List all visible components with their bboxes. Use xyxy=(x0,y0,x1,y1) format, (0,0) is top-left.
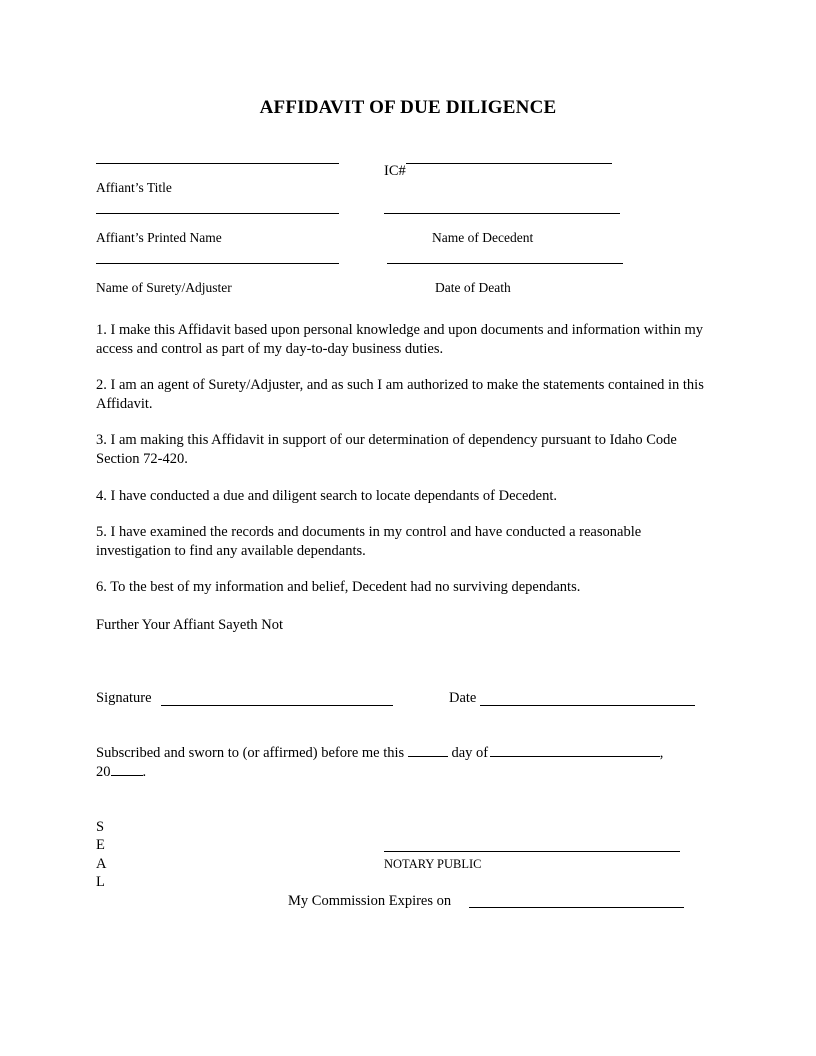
sworn-month-blank[interactable] xyxy=(490,744,660,757)
signature-date-line[interactable] xyxy=(480,705,695,706)
signature-label: Signature xyxy=(96,690,152,706)
paragraph-3: 3. I am making this Affidavit in support of our determination of dependency pursuant to Idaho Code Section 72-420. xyxy=(96,432,677,467)
affiant-printed-name-label: Affiant’s Printed Name xyxy=(96,230,222,245)
affiant-printed-name-line[interactable] xyxy=(96,213,339,214)
signature-line[interactable] xyxy=(161,705,393,706)
sworn-year-blank[interactable] xyxy=(111,763,143,776)
seal-letter-s: S xyxy=(96,819,105,835)
decedent-name-label: Name of Decedent xyxy=(432,230,534,245)
affiant-title-label: Affiant’s Title xyxy=(96,180,172,195)
ic-label: IC# xyxy=(384,163,406,179)
notary-public-label: NOTARY PUBLIC xyxy=(384,857,482,871)
sworn-statement xyxy=(96,744,663,763)
commission-expires-label: My Commission Expires on xyxy=(288,893,452,909)
seal-letter-l: L xyxy=(96,874,105,890)
sworn-comma: , xyxy=(659,745,664,761)
paragraph-5: 5. I have examined the records and documents in my control and have conducted a reasonable investigation to find any available dependants. xyxy=(96,524,642,559)
paragraph-4: 4. I have conducted a due and diligent search to locate dependants of Decedent. xyxy=(96,488,557,504)
sworn-year xyxy=(96,763,146,782)
closing-statement: Further Your Affiant Sayeth Not xyxy=(96,617,284,633)
paragraph-6: 6. To the best of my information and belief, Decedent had no surviving dependants. xyxy=(96,579,581,595)
sworn-prefix: Subscribed and sworn to (or affirmed) before me this xyxy=(96,745,405,761)
notary-signature-line[interactable] xyxy=(384,851,680,852)
sworn-day-blank[interactable] xyxy=(408,744,448,757)
date-of-death-line[interactable] xyxy=(387,263,623,264)
affiant-title-line[interactable] xyxy=(96,163,339,164)
date-of-death-label: Date of Death xyxy=(435,280,511,295)
paragraph-1: 1. I make this Affidavit based upon personal knowledge and upon documents and information within my access and control as part of my day-to-day business duties. xyxy=(96,322,704,357)
sworn-year-prefix: 20 xyxy=(96,764,111,780)
date-label: Date xyxy=(449,690,477,706)
ic-number-line[interactable] xyxy=(406,163,612,164)
seal-letter-a: A xyxy=(96,856,107,872)
sworn-day-of: day of xyxy=(451,745,489,761)
sworn-period: . xyxy=(142,764,147,780)
seal-letter-e: E xyxy=(96,837,105,853)
surety-name-label: Name of Surety/Adjuster xyxy=(96,280,232,295)
surety-name-line[interactable] xyxy=(96,263,339,264)
commission-expires-line[interactable] xyxy=(469,907,684,908)
document-title: AFFIDAVIT OF DUE DILIGENCE xyxy=(259,97,557,118)
paragraph-2: 2. I am an agent of Surety/Adjuster, and as such I am authorized to make the statements contained in this Affidavit. xyxy=(96,377,704,412)
decedent-name-line[interactable] xyxy=(384,213,620,214)
